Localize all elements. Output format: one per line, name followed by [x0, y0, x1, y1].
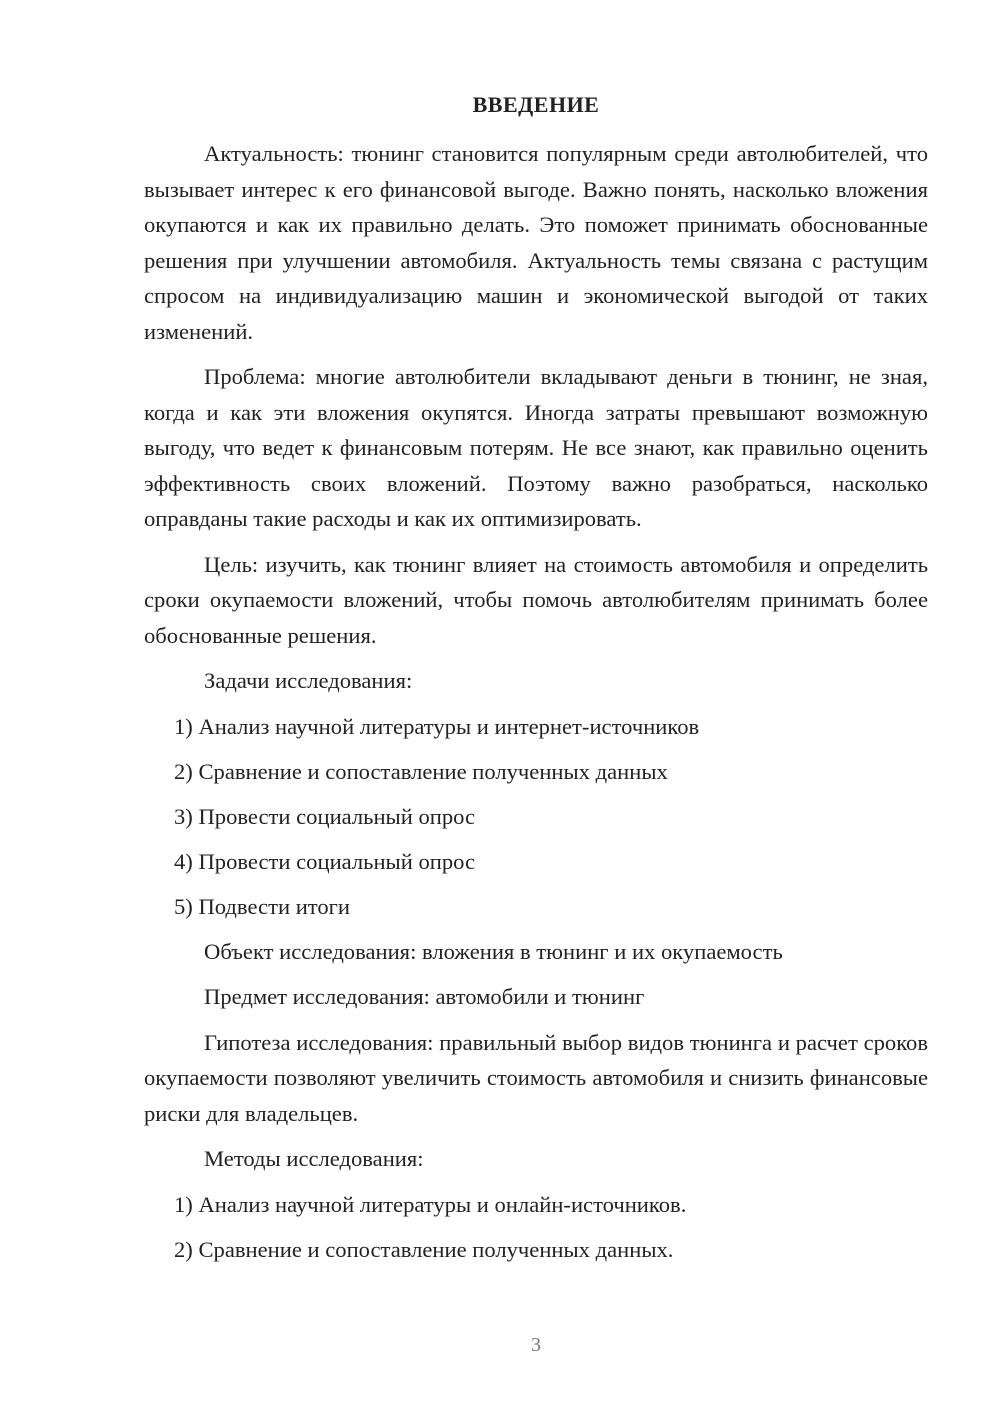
- goal-paragraph: Цель: изучить, как тюнинг влияет на стоимость автомобиля и определить сроки окупаемости вложений, чтобы помочь автолюбителям принимать более обоснованные решения.: [144, 551, 928, 648]
- tasks-heading: Задачи исследования:: [204, 668, 413, 693]
- method-item: 2) Сравнение и сопоставление полученных данных.: [174, 1236, 674, 1262]
- subject-paragraph: Предмет исследования: автомобили и тюнинг: [204, 984, 645, 1009]
- page-number: 3: [531, 1334, 541, 1356]
- task-item: 4) Провести социальный опрос: [174, 848, 476, 874]
- hypothesis-paragraph: Гипотеза исследования: правильный выбор видов тюнинга и расчет сроков окупаемости позволяют увеличить стоимость автомобиля и снизить финансовые риски для владельцев.: [144, 1029, 928, 1126]
- section-heading: ВВЕДЕНИЕ: [472, 92, 600, 117]
- task-item: 3) Провести социальный опрос: [174, 803, 476, 829]
- relevance-paragraph: Актуальность: тюнинг становится популярным среди автолюбителей, что вызывает интерес к его финансовой выгоде. Важно понять, насколько вложения окупаются и как их правильно делать. Это поможет принимать обоснованные решения при улучшении автомобиля. Актуальность темы связана с растущим спросом на индивидуализацию машин и экономической выгодой от таких изменений.: [144, 141, 928, 344]
- task-item: 2) Сравнение и сопоставление полученных данных: [174, 758, 668, 784]
- problem-paragraph: Проблема: многие автолюбители вкладывают деньги в тюнинг, не зная, когда и как эти вложения окупятся. Иногда затраты превышают возможную выгоду, что ведет к финансовым потерям. Не все знают, как правильно оценить эффективность своих вложений. Поэтому важно разобраться, насколько оправданы такие расходы и как их оптимизировать.: [144, 364, 928, 531]
- method-item: 1) Анализ научной литературы и онлайн-источников.: [174, 1191, 687, 1217]
- object-paragraph: Объект исследования: вложения в тюнинг и их окупаемость: [204, 938, 783, 964]
- page-content: [144, 92, 928, 1267]
- task-item: 1) Анализ научной литературы и интернет-источников: [174, 713, 700, 739]
- methods-heading: Методы исследования:: [204, 1146, 424, 1171]
- task-item: 5) Подвести итоги: [174, 893, 351, 919]
